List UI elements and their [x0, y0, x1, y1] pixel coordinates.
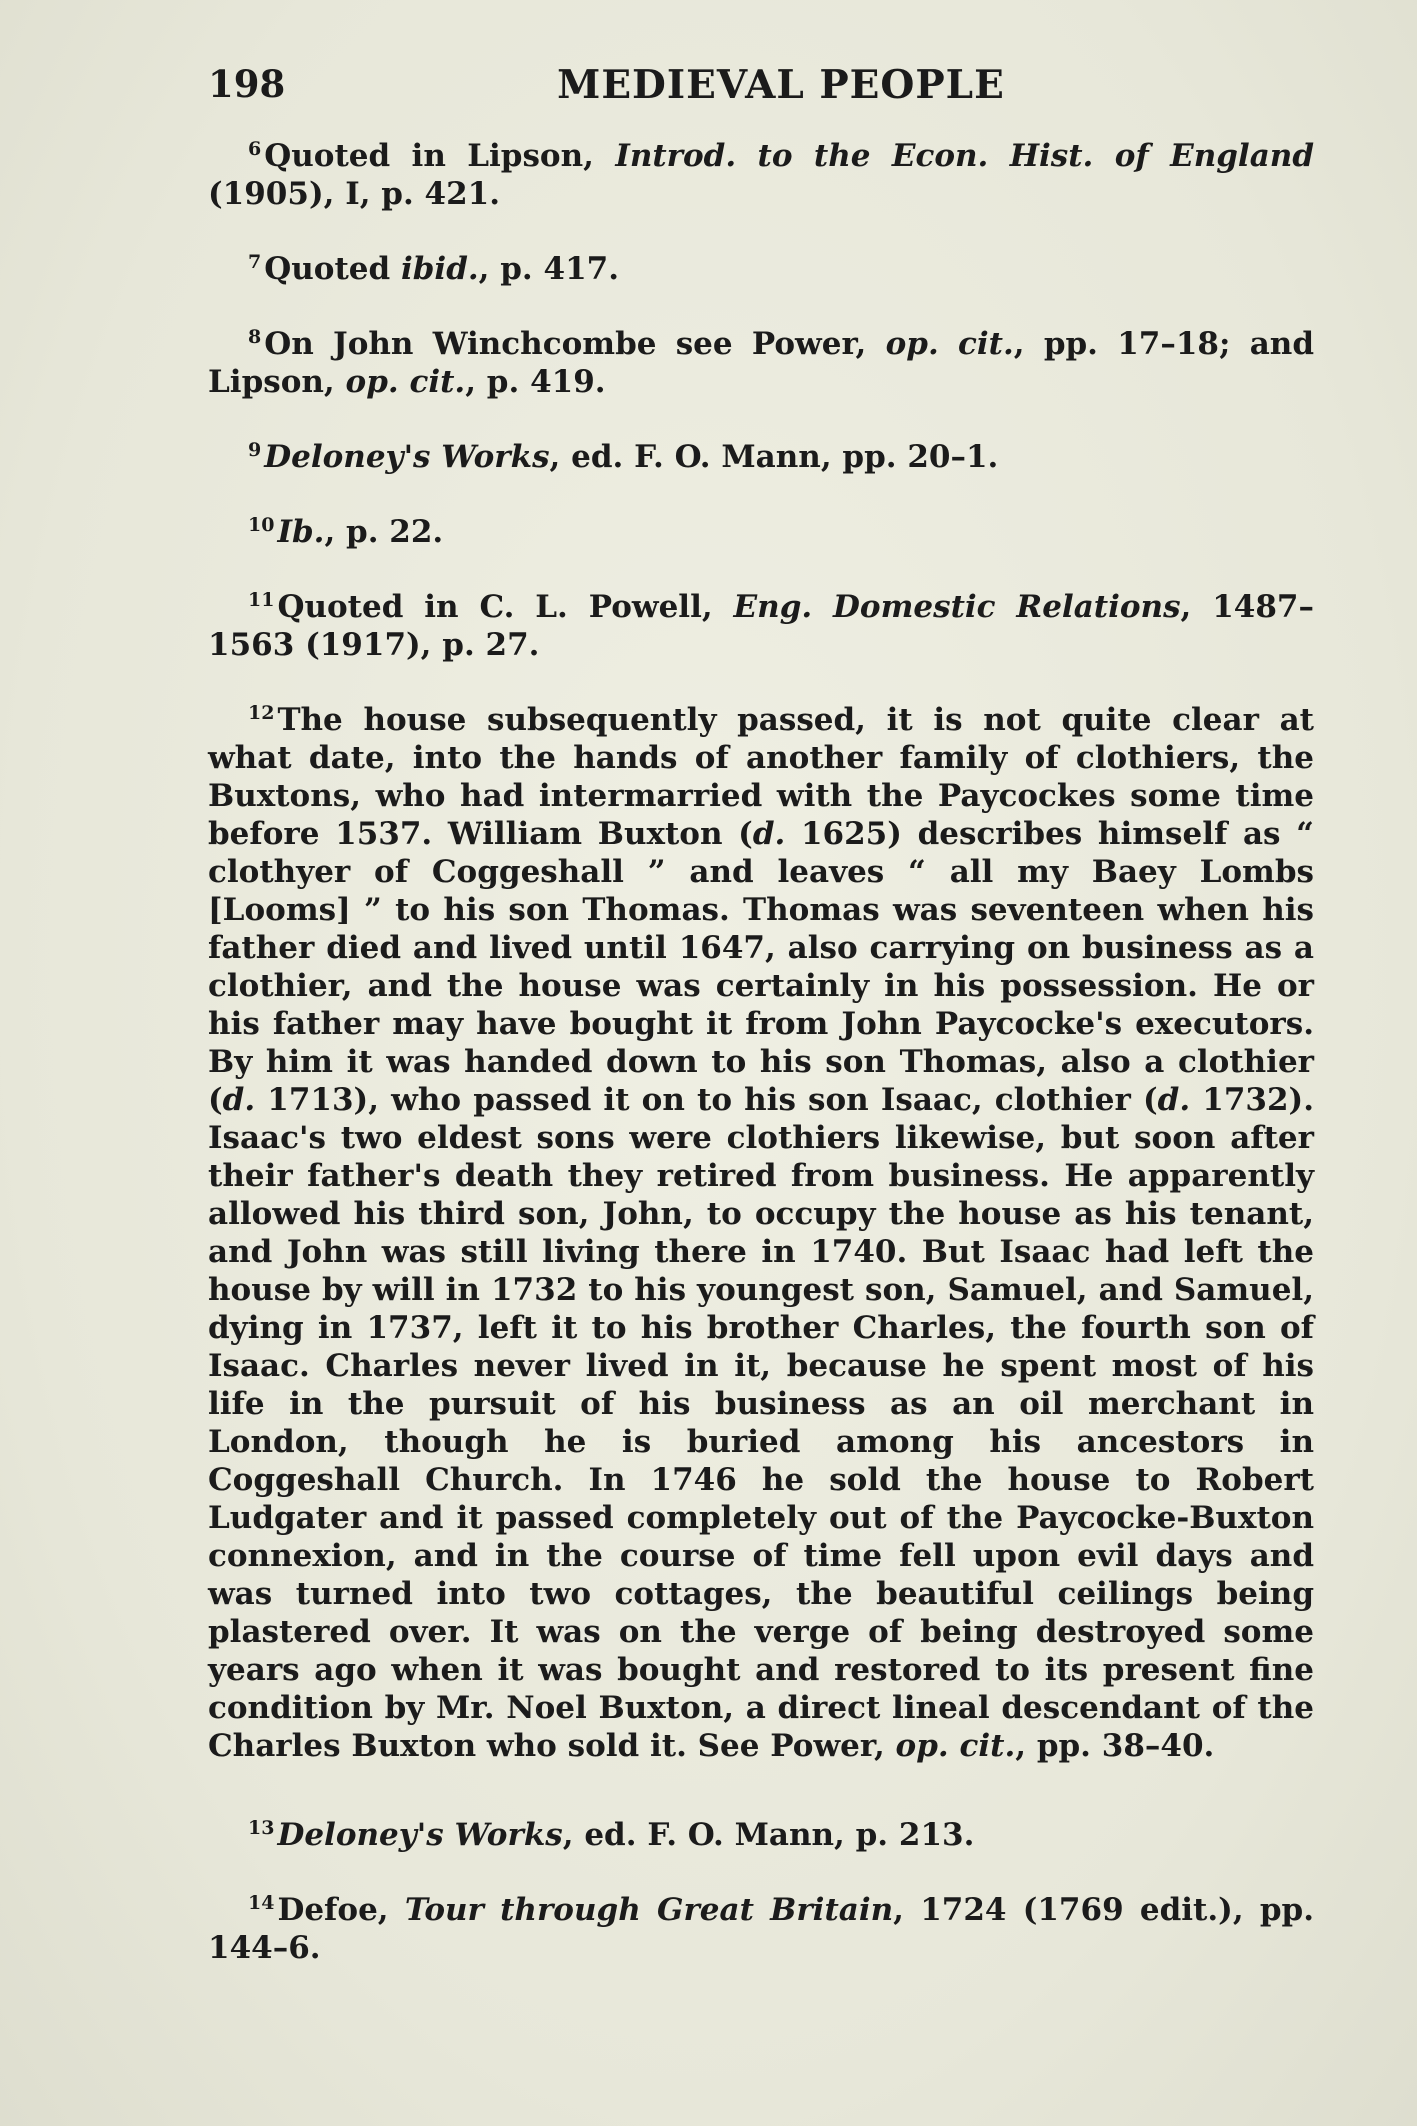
endnote-number: 14: [248, 1892, 275, 1914]
endnote-number: 6: [248, 138, 262, 160]
endnote-14: [208, 1884, 1314, 1967]
endnote-text: 1713), who passed it on to his son Isaac, clothier (: [255, 1082, 1158, 1118]
endnote-italic-text: Deloney's Works: [264, 439, 550, 475]
endnote-13: [208, 1809, 1314, 1854]
running-head: MEDIEVAL PEOPLE: [557, 62, 1005, 108]
endnote-text: , pp. 38–40.: [1015, 1728, 1215, 1764]
endnote-6: [208, 130, 1314, 213]
endnote-text: 1732). Isaac's two eldest sons were clothiers likewise, but soon after their father's death they retired from business. He apparently allowed his third son, John, to occupy the house as his tenant, and John was still living there in 1740. But Isaac had left the house by will in 1732 to his youngest son, Samuel, and Samuel, dying in 1737, left it to his brother Charles, the fourth son of Isaac. Charles never lived in it, because he spent most of his life in the pursuit of his business as an oil merchant in London, though he is buried among his ancestors in Coggeshall Church. In 1746 he sold the house to Robert Ludgater and it passed completely out of the Paycocke-Buxton connexion, and in the course of time fell upon evil days and was turned into two cottages, the beautiful ceilings being plastered over. It was on the verge of being destroyed some years ago when it was bought and restored to its present fine condition by Mr. Noel Buxton, a direct lineal descendant of the Charles Buxton who sold it. See Power,: [208, 1082, 1314, 1764]
endnote-7: [208, 243, 1314, 288]
endnote-text: Quoted in C. L. Powell,: [277, 589, 734, 625]
endnote-number: 12: [248, 702, 275, 724]
endnote-text: Defoe,: [277, 1892, 405, 1928]
endnote-text: On John Winchcombe see Power,: [264, 326, 886, 362]
endnotes: [208, 130, 1314, 1997]
endnote-italic-text: d.: [1157, 1082, 1191, 1118]
endnote-text: Quoted: [264, 251, 401, 287]
endnote-italic-text: ibid.: [400, 251, 479, 287]
endnote-12: [208, 694, 1314, 1765]
endnote-italic-text: Ib.: [277, 514, 325, 550]
endnote-number: 8: [248, 326, 262, 348]
endnote-text: (1905), I, p. 421.: [208, 176, 501, 212]
endnote-italic-text: d.: [222, 1082, 256, 1118]
endnote-text: , ed. F. O. Mann, pp. 20–1.: [549, 439, 999, 475]
endnote-text: , 1487–1563 (1917), p. 27.: [208, 589, 1314, 663]
endnote-italic-text: Eng. Domestic Relations: [733, 589, 1181, 625]
endnote-text: , p. 419.: [465, 364, 606, 400]
endnote-text: , 1724 (1769 edit.), pp. 144–6.: [208, 1892, 1314, 1966]
endnote-text: The house subsequently passed, it is not quite clear at what date, into the hands of another family of clothiers, the Buxtons, who had intermarried with the Paycockes some time before 1537. William Buxton (: [208, 702, 1314, 852]
endnote-italic-text: op. cit.: [895, 1728, 1016, 1764]
endnote-text: , p. 417.: [478, 251, 620, 287]
endnote-italic-text: op. cit.: [345, 364, 466, 400]
endnote-text: , ed. F. O. Mann, p. 213.: [562, 1817, 975, 1853]
endnote-number: 9: [248, 439, 262, 461]
endnote-number: 7: [248, 251, 262, 273]
endnote-text: , p. 22.: [324, 514, 444, 550]
page-number: 198: [208, 62, 286, 106]
endnote-italic-text: Tour through Great Britain: [404, 1892, 894, 1928]
endnote-8: [208, 318, 1314, 401]
endnote-text: , pp. 17–18; and Lipson,: [208, 326, 1315, 400]
page-header: [208, 62, 1314, 122]
endnote-italic-text: Deloney's Works: [277, 1817, 563, 1853]
endnote-italic-text: d.: [752, 816, 786, 852]
endnote-number: 13: [248, 1817, 275, 1839]
endnote-text: Quoted in Lipson,: [264, 138, 616, 174]
endnote-9: [208, 431, 1314, 476]
endnote-text: 1625) describes himself as “ clothyer of Coggeshall ” and leaves “ all my Baey Lombs [Looms] ” to his son Thomas. Thomas was seventeen when his father died and lived until 1647, also carrying on business as a clothier, and the house was certainly in his possession. He or his father may have bought it from John Paycocke's executors. By him it was handed down to his son Thomas, also a clothier (: [208, 816, 1314, 1118]
endnote-italic-text: op. cit.: [885, 326, 1014, 362]
endnote-number: 10: [248, 514, 275, 536]
endnote-10: [208, 506, 1314, 551]
endnote-number: 11: [248, 589, 275, 611]
endnote-italic-text: Introd. to the Econ. Hist. of England: [615, 138, 1315, 174]
endnote-11: [208, 581, 1314, 664]
